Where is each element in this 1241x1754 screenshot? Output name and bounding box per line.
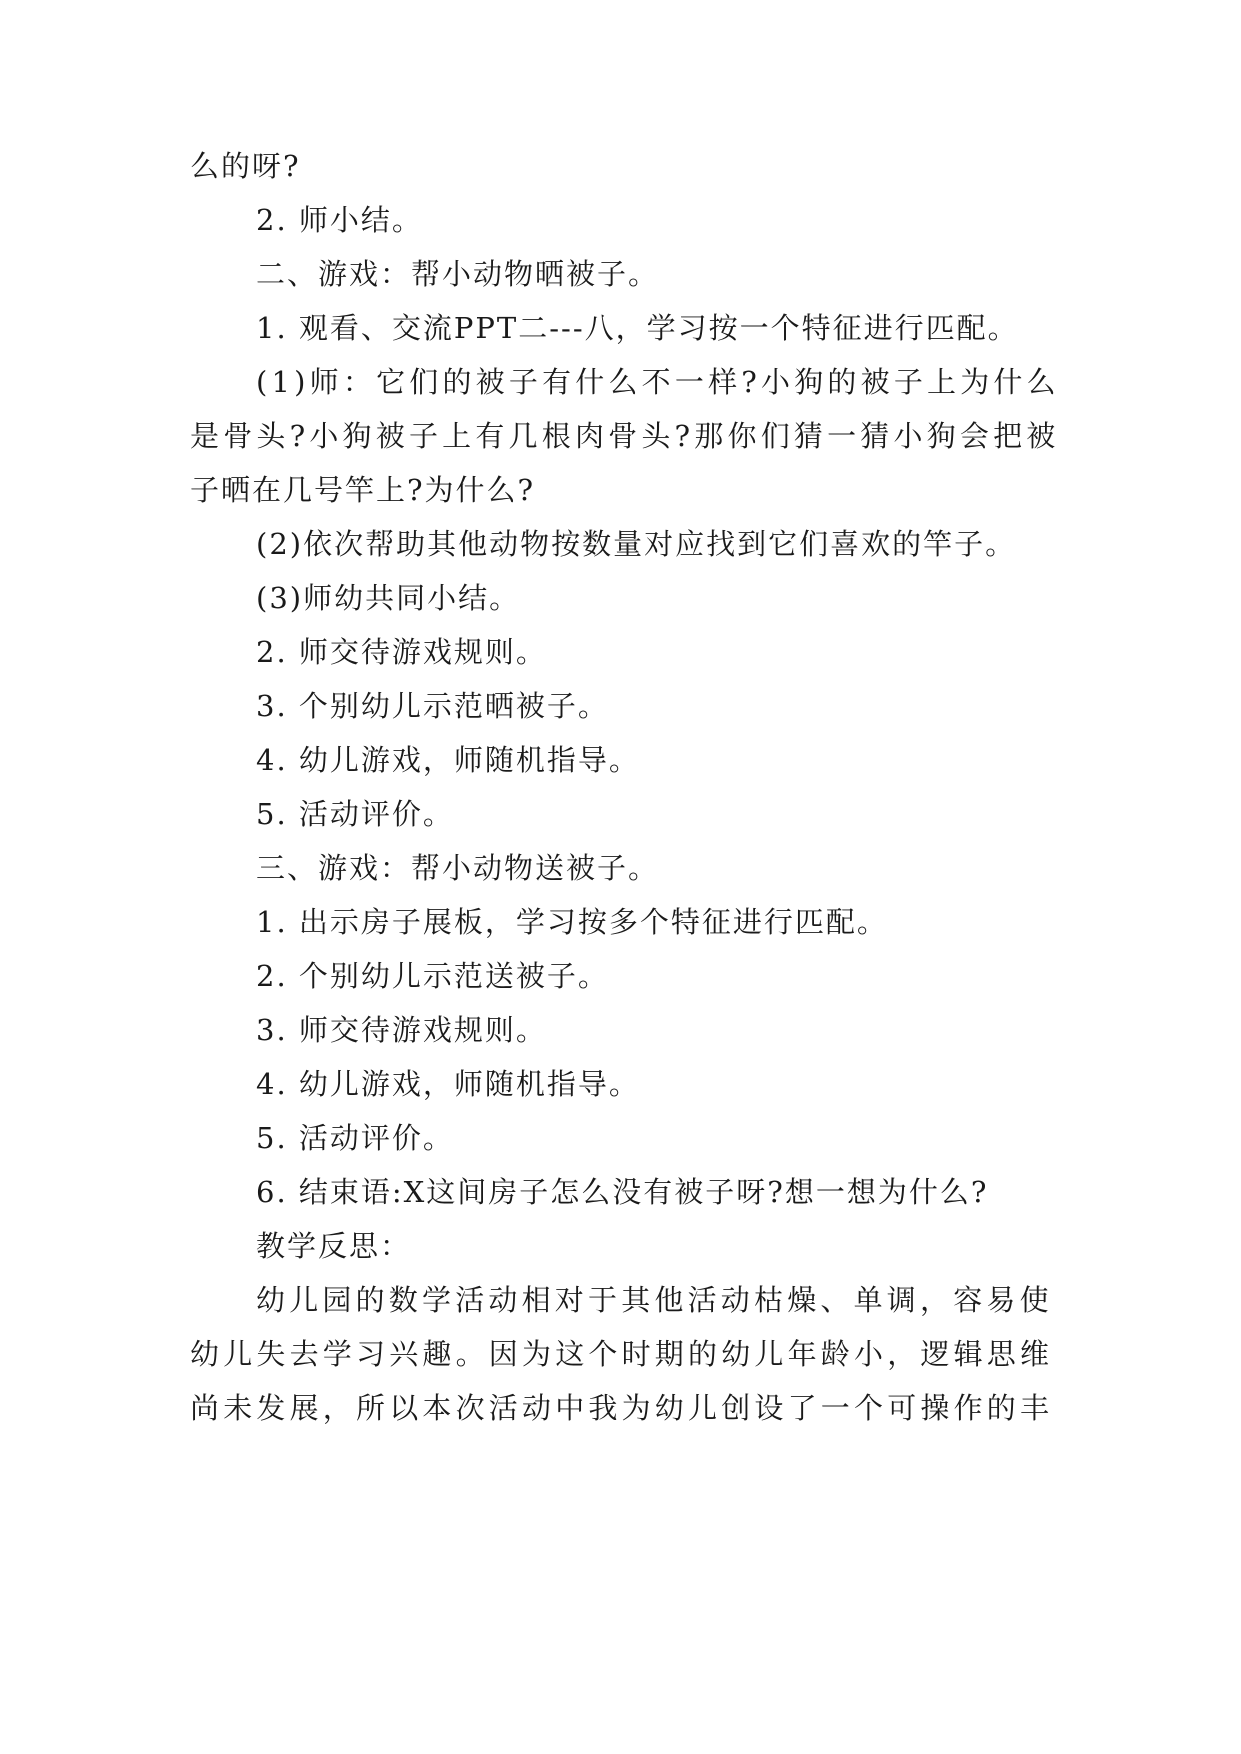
text-line: (3)师幼共同小结。 [256, 581, 521, 615]
text-line: 3. 个别幼儿示范晒被子。 [256, 689, 609, 723]
section-heading: 三、游戏：帮小动物送被子。 [256, 851, 660, 885]
text-line: (1)师：它们的被子有什么不一样?小狗的被子上为什么 [256, 365, 1060, 399]
text-line: 2. 个别幼儿示范送被子。 [256, 959, 609, 993]
text-line: 么的呀? [190, 149, 301, 183]
text-line: 6. 结束语:X这间房子怎么没有被子呀?想一想为什么? [256, 1175, 989, 1209]
text-line: 1. 观看、交流PPT二---八，学习按一个特征进行匹配。 [256, 311, 1019, 345]
section-heading: 教学反思： [256, 1229, 412, 1263]
text-line: 3. 师交待游戏规则。 [256, 1013, 547, 1047]
text-line: (2)依次帮助其他动物按数量对应找到它们喜欢的竿子。 [256, 527, 1017, 561]
text-line: 4. 幼儿游戏，师随机指导。 [256, 743, 640, 777]
text-line: 2. 师小结。 [256, 203, 423, 237]
text-line: 尚未发展，所以本次活动中我为幼儿创设了一个可操作的丰 [190, 1391, 1054, 1425]
text-line: 幼儿园的数学活动相对于其他活动枯燥、单调，容易使 [256, 1283, 1053, 1317]
section-heading: 二、游戏：帮小动物晒被子。 [256, 257, 660, 291]
text-line: 5. 活动评价。 [256, 1121, 454, 1155]
text-line: 4. 幼儿游戏，师随机指导。 [256, 1067, 640, 1101]
text-line: 1. 出示房子展板，学习按多个特征进行匹配。 [256, 905, 888, 939]
text-line: 是骨头?小狗被子上有几根肉骨头?那你们猜一猜小狗会把被 [190, 419, 1060, 453]
text-line: 幼儿失去学习兴趣。因为这个时期的幼儿年龄小，逻辑思维 [190, 1337, 1054, 1371]
text-line: 子晒在几号竿上?为什么? [190, 473, 536, 507]
text-line: 2. 师交待游戏规则。 [256, 635, 547, 669]
text-line: 5. 活动评价。 [256, 797, 454, 831]
